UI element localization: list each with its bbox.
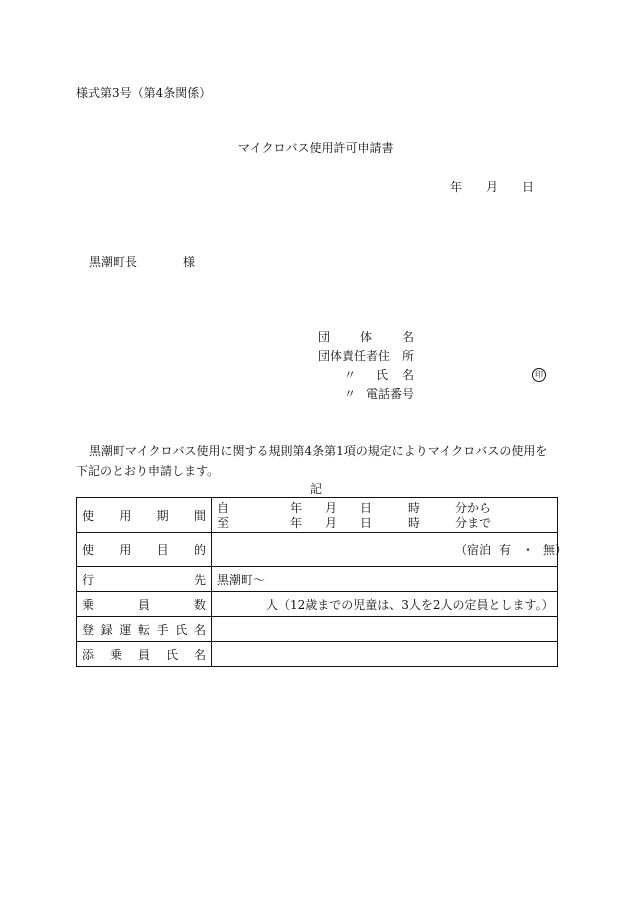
label-char: 用 xyxy=(119,543,132,557)
period-to-prefix: 至 xyxy=(217,516,230,530)
label-char: 用 xyxy=(119,508,132,523)
label-char: 氏 xyxy=(376,368,389,382)
label-char: 行 xyxy=(82,572,95,587)
period-from-month: 月 xyxy=(325,501,338,515)
period-to-minute: 分まで xyxy=(455,516,492,530)
label-char: 的 xyxy=(193,543,206,557)
passengers-note: 人（12歳までの児童は、3人を2人の定員とします。） xyxy=(266,597,554,612)
date-year-label: 年 xyxy=(450,180,463,194)
label-char: 名 xyxy=(401,368,414,382)
recipient-name: 黒潮町長 xyxy=(89,255,138,269)
co-rider-label-cell xyxy=(77,642,212,667)
application-statement: 黒潮町マイクロバス使用に関する規則第4条第1項の規定によりマイクロバスの使用を下記のとおり申請します。 xyxy=(76,444,548,478)
label-char: 員 xyxy=(137,647,150,662)
destination-label-cell xyxy=(77,567,212,592)
label-char: 名 xyxy=(193,647,206,662)
date-month-label: 月 xyxy=(486,180,499,194)
period-value-cell[interactable] xyxy=(212,498,558,533)
period-from-prefix: 自 xyxy=(217,501,230,515)
label-char: 名 xyxy=(193,622,206,637)
period-from-hour: 時 xyxy=(408,501,421,515)
label-char: 乗 xyxy=(109,647,122,662)
applicant-phone-label: 電話番号 xyxy=(366,387,415,401)
table-row xyxy=(77,617,558,642)
label-char: 使 xyxy=(82,543,95,557)
table-row xyxy=(77,533,558,567)
label-char: 先 xyxy=(193,572,206,587)
period-from-day: 日 xyxy=(360,501,373,515)
driver-value-cell[interactable] xyxy=(212,617,558,642)
label-char: 団 xyxy=(318,330,331,344)
date-day-label: 日 xyxy=(522,180,535,194)
purpose-label-cell xyxy=(77,533,212,567)
table-row xyxy=(77,567,558,592)
label-char: 登 xyxy=(82,622,95,637)
form-number: 様式第3号（第4条関係） xyxy=(76,86,212,100)
recipient-honorific: 様 xyxy=(183,255,196,269)
label-char: 手 xyxy=(156,622,169,637)
lodging-no-option[interactable]: 無） xyxy=(543,543,568,557)
label-char: 間 xyxy=(193,508,206,523)
period-to-year: 年 xyxy=(290,516,303,530)
seal-mark-icon: 印 xyxy=(532,368,546,382)
period-to-month: 月 xyxy=(325,516,338,530)
ditto-mark: 〃 xyxy=(344,368,357,382)
label-char: 氏 xyxy=(175,622,188,637)
applicant-org-name-label xyxy=(318,330,414,344)
period-from-minute: 分から xyxy=(455,501,492,515)
label-char: 乗 xyxy=(82,597,95,612)
label-char: 名 xyxy=(401,330,414,344)
label-char: 使 xyxy=(82,508,95,523)
applicant-rep-name-label xyxy=(376,368,414,382)
table-row xyxy=(77,498,558,533)
label-char: 期 xyxy=(156,508,169,523)
passengers-label-cell xyxy=(77,592,212,617)
destination-value: 黒潮町～ xyxy=(217,572,266,587)
label-char: 録 xyxy=(100,622,113,637)
driver-label-cell xyxy=(77,617,212,642)
lodging-yes-option[interactable]: 有 xyxy=(499,543,512,557)
label-char: 転 xyxy=(137,622,150,637)
lodging-separator: ・ xyxy=(522,543,535,557)
period-label-cell xyxy=(77,498,212,533)
ki-heading: 記 xyxy=(310,482,323,496)
label-char: 氏 xyxy=(165,647,178,662)
purpose-value-cell[interactable] xyxy=(212,533,568,567)
label-char: 運 xyxy=(119,622,132,637)
label-char: 員 xyxy=(137,597,150,612)
label-char: 体 xyxy=(359,330,372,344)
ditto-mark: 〃 xyxy=(344,387,357,401)
destination-value-cell[interactable] xyxy=(212,567,558,592)
label-char: 目 xyxy=(156,543,169,557)
applicant-rep-address-label: 団体責任者住 所 xyxy=(318,349,415,363)
co-rider-value-cell[interactable] xyxy=(212,642,558,667)
table-row xyxy=(77,642,558,667)
lodging-note-open: （宿泊 xyxy=(455,543,492,557)
application-details-table xyxy=(76,497,568,667)
label-char: 添 xyxy=(82,647,95,662)
period-to-hour: 時 xyxy=(408,516,421,530)
passengers-value-cell[interactable] xyxy=(212,592,558,617)
table-row xyxy=(77,592,558,617)
label-char: 数 xyxy=(193,597,206,612)
period-from-year: 年 xyxy=(290,501,303,515)
document-title: マイクロバス使用許可申請書 xyxy=(238,141,394,155)
period-to-day: 日 xyxy=(360,516,373,530)
